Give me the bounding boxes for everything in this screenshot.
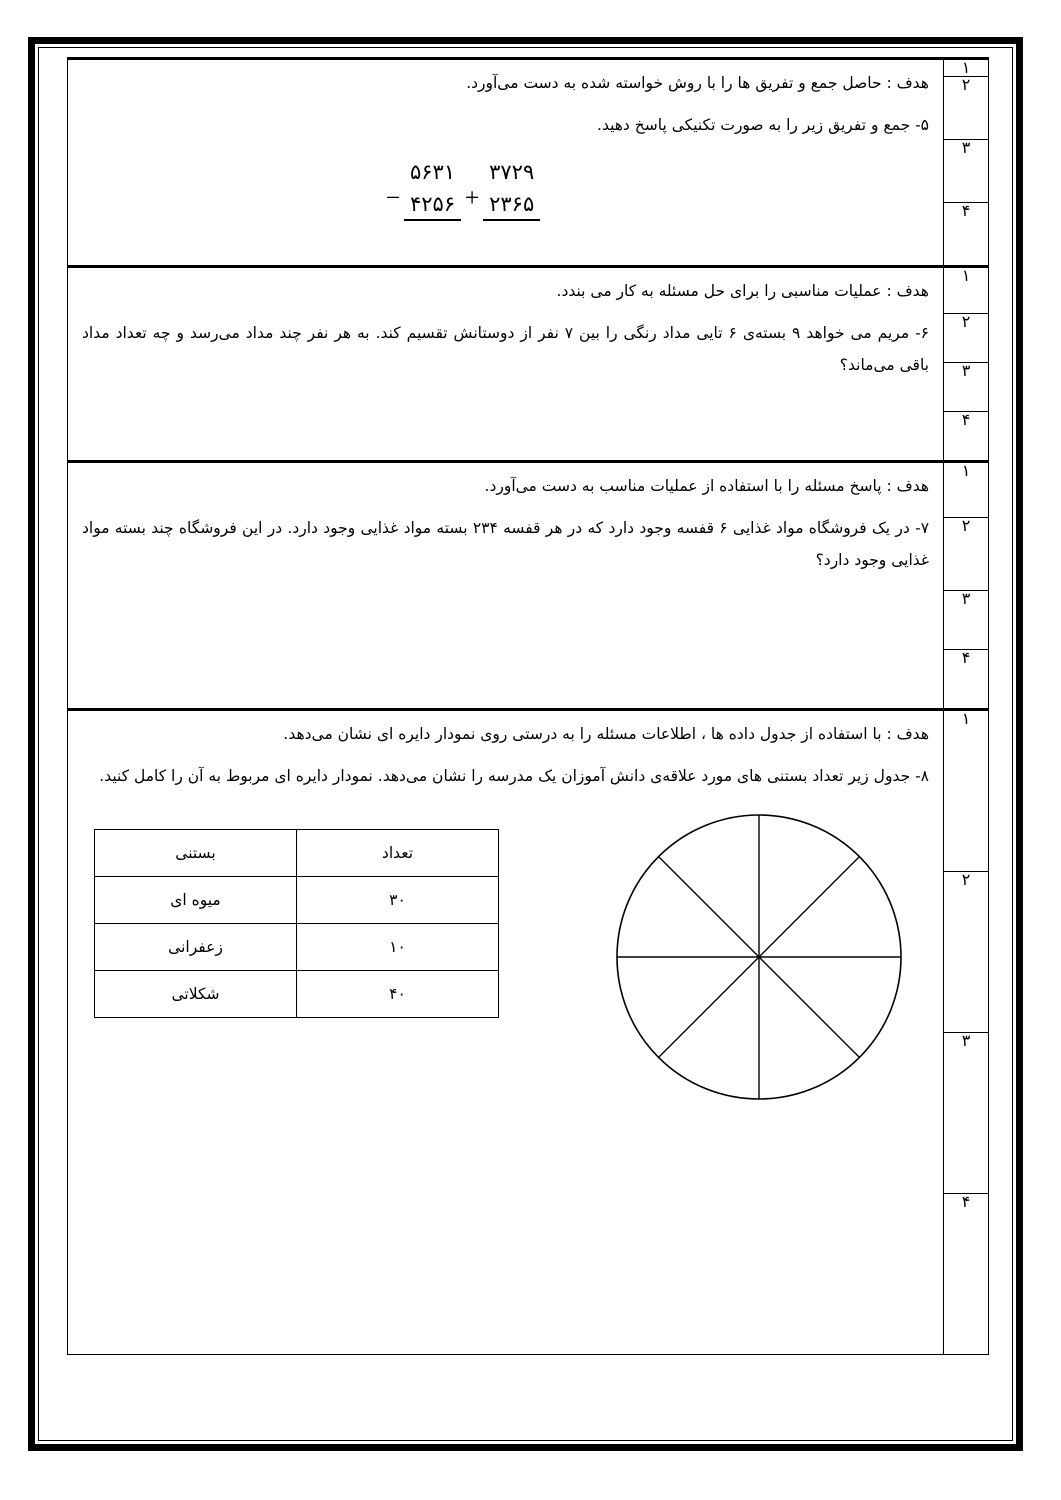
objective-text-q8: هدف : با استفاده از جدول داده ها ، اطلاعات مسئله را به درستی روی نمودار دایره ای نشان می‌دهد. [283, 725, 929, 743]
score-cell-3[interactable]: ۳ [944, 1033, 989, 1194]
table-row [68, 267, 989, 314]
question-text-q7: ۷- در یک فروشگاه مواد غذایی ۶ قفسه وجود دارد که در هر قفسه ۲۳۴ بسته مواد غذایی وجود دارد. در این فروشگاه چند بسته مواد غذایی وجود دارد؟ [82, 519, 930, 570]
column-header-count: تعداد [297, 830, 499, 877]
minuend-value: ۵۶۳۱ [410, 160, 456, 185]
addend1-value: ۳۷۲۹ [489, 160, 535, 185]
subtrahend-value: ۴۲۵۶ [404, 192, 461, 221]
table-row [68, 59, 989, 77]
cell-name-saffron: زعفرانی [95, 924, 297, 971]
page-border-frame [28, 37, 1023, 1451]
score-cell-3[interactable]: ۳ [944, 591, 989, 650]
objective-text-q6: هدف : عملیات مناسبی را برای حل مسئله به کار می بندد. [556, 282, 929, 300]
worksheet-table [67, 57, 989, 1355]
question-text-q8: ۸- جدول زیر تعداد بستنی های مورد علاقه‌ی دانش آموزان یک مدرسه را نشان می‌دهد. نمودار دایره ای مربوط به آن را کامل کنید. [99, 767, 929, 786]
addition-problem [461, 160, 540, 221]
arithmetic-problems-row [82, 160, 929, 221]
score-cell-4[interactable]: ۴ [944, 412, 989, 462]
plus-operator-icon: + [464, 182, 480, 212]
table-header-row [95, 830, 499, 877]
minus-operator-icon: − [385, 182, 401, 212]
cell-count-saffron: ۱۰ [297, 924, 499, 971]
score-cell-3[interactable]: ۳ [944, 363, 989, 412]
addend2-value: ۲۳۶۵ [483, 192, 540, 221]
score-cell-3[interactable]: ۳ [944, 140, 989, 203]
table-row [95, 877, 499, 924]
icecream-data-table [94, 829, 499, 1018]
score-cell-1[interactable]: ۱ [944, 710, 989, 872]
cell-count-chocolate: ۴۰ [297, 971, 499, 1018]
question-body-q6 [68, 267, 944, 462]
score-cell-4[interactable]: ۴ [944, 1194, 989, 1355]
table-row [95, 971, 499, 1018]
objective-text-q5: هدف : حاصل جمع و تفریق ها را با روش خواسته شده به دست می‌آورد. [466, 74, 929, 92]
question-text-q6: ۶- مریم می خواهد ۹ بسته‌ی ۶ تایی مداد رنگی را بین ۷ نفر از دوستانش تقسیم کند. به هر نفر چند مداد می‌رسد و چه تعداد مداد باقی می‌ماند؟ [82, 324, 929, 375]
question-text-q5: ۵- جمع و تفریق زیر را به صورت تکنیکی پاسخ دهید. [597, 116, 929, 135]
table-row [95, 924, 499, 971]
cell-count-fruit: ۳۰ [297, 877, 499, 924]
score-cell-1[interactable]: ۱ [944, 267, 989, 314]
score-cell-2[interactable]: ۲ [944, 77, 989, 140]
question-body-q8 [68, 710, 944, 1355]
question-body-q5 [68, 59, 944, 267]
score-cell-4[interactable]: ۴ [944, 650, 989, 710]
score-cell-1[interactable]: ۱ [944, 59, 989, 77]
pie-chart-svg [609, 807, 909, 1107]
question8-figures [82, 807, 929, 1137]
column-header-name: بستنی [95, 830, 297, 877]
objective-text-q7: هدف : پاسخ مسئله را با استفاده از عملیات مناسب به دست می‌آورد. [484, 477, 929, 495]
score-cell-1[interactable]: ۱ [944, 462, 989, 518]
answer-space [82, 1137, 929, 1257]
score-cell-2[interactable]: ۲ [944, 518, 989, 591]
subtraction-problem [382, 160, 461, 221]
pie-chart[interactable] [609, 807, 909, 1107]
score-cell-2[interactable]: ۲ [944, 872, 989, 1033]
question-body-q7 [68, 462, 944, 710]
cell-name-fruit: میوه ای [95, 877, 297, 924]
cell-name-chocolate: شکلاتی [95, 971, 297, 1018]
table-row [68, 710, 989, 872]
score-cell-2[interactable]: ۲ [944, 314, 989, 363]
score-cell-4[interactable]: ۴ [944, 203, 989, 267]
table-row [68, 462, 989, 518]
page-inner-border [38, 47, 1013, 1441]
